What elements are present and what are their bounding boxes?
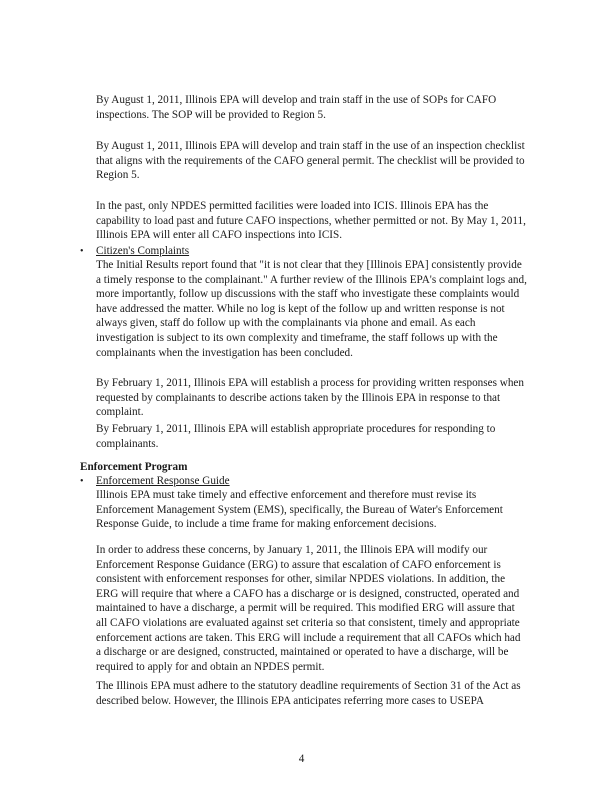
- enforcement-response-guide-heading: Enforcement Response Guide: [96, 475, 230, 487]
- paragraph-written-responses: By February 1, 2011, Illinois EPA will establish a process for providing written responses when requested by complainants to describe actions taken by the Illinois EPA in response to that complaint.: [96, 377, 524, 419]
- paragraph-complaint-procedures: By February 1, 2011, Illinois EPA will establish appropriate procedures for responding to complainants.: [96, 423, 496, 450]
- bullet-dot-icon: •: [80, 476, 84, 487]
- citizens-complaints-heading: Citizen's Complaints: [96, 245, 190, 257]
- paragraph-erg-modification: In order to address these concerns, by January 1, 2011, the Illinois EPA will modify our Enforcement Response Guidance (ERG) to assure that escalation of CAFO enforcement is consistent with enforcement responses for other, similar NPDES violations. In addition, the ERG will require that where a CAFO has a discharge or is designed, constructed, operated and maintained to have a discharge, a permit will be required. This modified ERG will assure that all CAFO violations are evaluated against set criteria so that consistent, timely and appropriate enforcement actions are taken. This ERG will include a requirement that all CAFOs which had a discharge or are designed, constructed, maintained or operated to have a discharge, will be required to apply for and obtain an NPDES permit.: [96, 544, 521, 673]
- paragraph-initial-results: The Initial Results report found that "it is not clear that they [Illinois EPA] consistently provide a timely response to the complainant." A further review of the Illinois EPA's complaint logs and, more importantly, follow up discussions with the staff who investigate these complaints would have addressed the matter. While no log is kept of the follow up and written response is not always given, staff do follow up with the complainants via phone and email. As each investigation is subject to its own complexity and timeframe, the staff follows up with the complainants when the investigation has been concluded.: [96, 259, 527, 359]
- paragraph-inspection-checklist: By August 1, 2011, Illinois EPA will develop and train staff in the use of an inspection checklist that aligns with the requirements of the CAFO general permit. The checklist will be provided to Region 5.: [96, 140, 525, 182]
- page-number: 4: [298, 753, 305, 765]
- paragraph-statutory-deadlines: The Illinois EPA must adhere to the statutory deadline requirements of Section 31 of the Act as described below. However, the Illinois EPA anticipates referring more cases to USEPA: [96, 680, 521, 707]
- paragraph-timely-enforcement: Illinois EPA must take timely and effective enforcement and therefore must revise its Enforcement Management System (EMS), specifically, the Bureau of Water's Enforcement Response Guide, to include a time frame for making enforcement decisions.: [96, 489, 503, 531]
- bullet-dot-icon: •: [80, 246, 84, 257]
- paragraph-sop-training: By August 1, 2011, Illinois EPA will develop and train staff in the use of SOPs for CAFO inspections. The SOP will be provided to Region 5.: [96, 94, 497, 121]
- enforcement-program-heading: Enforcement Program: [80, 461, 188, 473]
- paragraph-icis-loading: In the past, only NPDES permitted facilities were loaded into ICIS. Illinois EPA has the capability to load past and future CAFO inspections, whether permitted or not. By May 1, 2011, Illinois EPA will enter all CAFO inspections into ICIS.: [96, 200, 526, 242]
